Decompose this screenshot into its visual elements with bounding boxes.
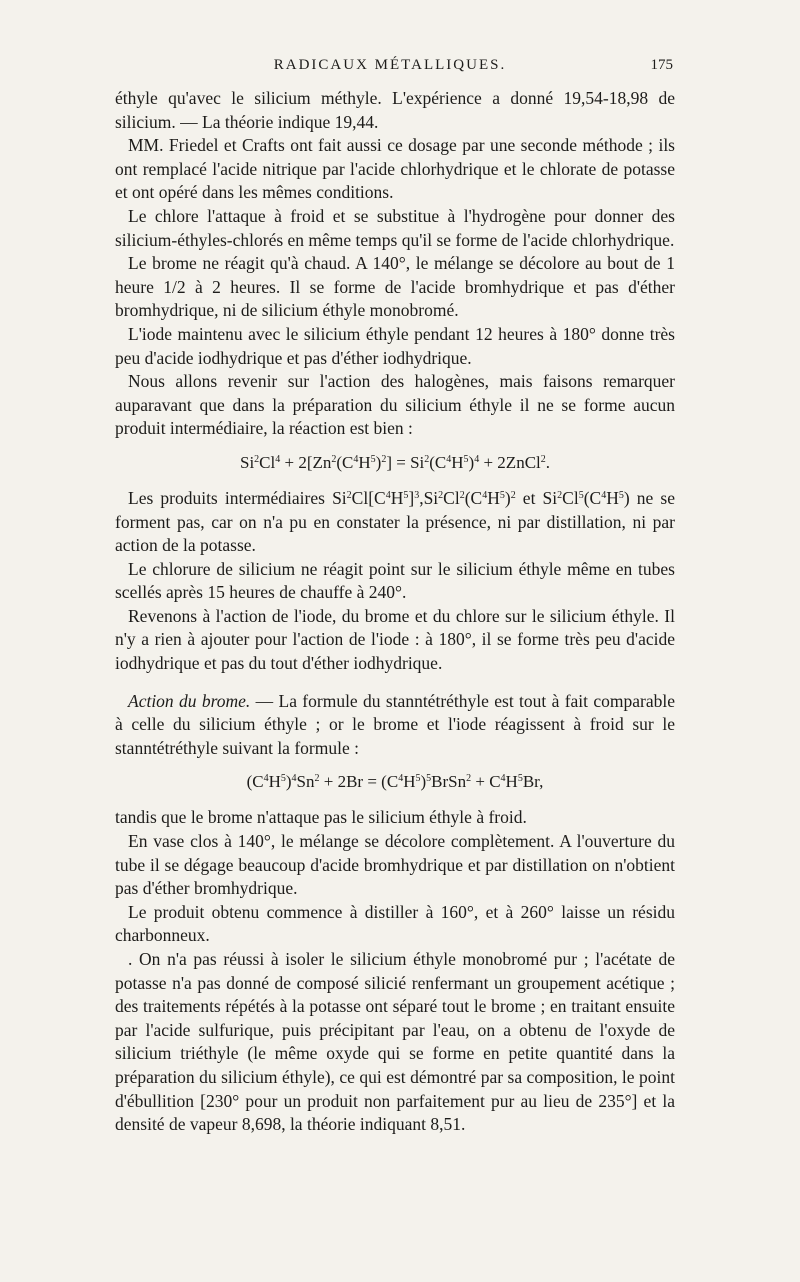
paragraph: Revenons à l'action de l'iode, du brome et du chlore sur le silicium éthyle. Il n'y a rien à ajouter pour l'action de l'iode : à 180°, il se forme très peu d'acide iodhydrique et pas du tout d'éther iodhydrique.	[115, 605, 675, 674]
equation-silicium-ethyle: $Si^2Cl^4 + 2[Zn^2(C^4H^5)^2] = Si^2(C^4H^5)^4$ + 2ZnCl$^2$.	[239, 452, 551, 472]
paragraph-action-du-brome: Action du brome. — La formule du stanntétréthyle est tout à fait comparable à celle du silicium éthyle ; or le brome et l'iode réagissent à froid sur le stanntétréthyle suivant la formule :	[115, 690, 675, 758]
paragraph: Le brome ne réagit qu'à chaud. A 140°, le mélange se décolore au bout de 1 heure 1/2 à 2 heures. Il se forme de l'acide bromhydrique et pas d'éther bromhydrique, ni de silicium éthyle monobromé.	[115, 253, 675, 321]
paragraph: Le produit obtenu commence à distiller à 160°, et à 260° laisse un résidu charbonneux.	[115, 901, 675, 946]
paragraph: tandis que le brome n'attaque pas le silicium éthyle à froid.	[115, 807, 527, 828]
paragraph: . On n'a pas réussi à isoler le silicium éthyle monobromé pur ; l'acétate de potasse n'a pas donné de composé silicié renfermant un groupement acétique ; des traitements répétés à la potasse ont séparé tout le brome ; en traitant ensuite par l'acide sulfurique, puis précipitant par l'eau, on a obtenu de l'oxyde de silicium triéthyle (le même oxyde qui se forme en petite quantité dans la préparation du silicium éthyle), ce qui est démontré par sa composition, le point d'ébullition [230° pour un produit non parfaitement pur au lieu de 235°] et la densité de vapeur 8,698, la théorie indiquant 8,51.	[115, 949, 675, 1135]
running-title: RADICAUX MÉTALLIQUES.	[273, 57, 507, 73]
paragraph: éthyle qu'avec le silicium méthyle. L'expérience a donné 19,54-18,98 de silicium. — La théorie indique 19,44.	[115, 88, 675, 132]
paragraph: MM. Friedel et Crafts ont fait aussi ce dosage par une seconde méthode ; ils ont remplacé l'acide nitrique par l'acide chlorhydrique et le chlorate de potasse et ont opéré dans les mêmes conditions.	[115, 135, 675, 203]
section-gap	[115, 676, 675, 690]
paragraph: En vase clos à 140°, le mélange se décolore complètement. A l'ouverture du tube il se dégage beaucoup d'acide bromhydrique et par distillation on n'obtient pas d'éther bromhydrique.	[115, 831, 675, 899]
body-text	[115, 87, 675, 1137]
paragraph: Nous allons revenir sur l'action des halogènes, mais faisons remarquer auparavant que dans la préparation du silicium éthyle il ne se forme aucun produit intermédiaire, la réaction est bien :	[115, 371, 675, 439]
section-heading: Action du brome.	[128, 690, 251, 711]
paragraph: Le chlorure de silicium ne réagit point sur le silicium éthyle même en tubes scellés après 15 heures de chauffe à 240°.	[115, 558, 675, 603]
paragraph: Le chlore l'attaque à froid et se substitue à l'hydrogène pour donner des silicium-éthyles-chlorés en même temps qu'il se forme de l'acide chlorhydrique.	[115, 205, 675, 250]
page-header	[115, 57, 673, 79]
paragraph: L'iode maintenu avec le silicium éthyle pendant 12 heures à 180° donne très peu d'acide iodhydrique et pas d'éther iodhydrique.	[115, 323, 675, 368]
equation-stanntetrethyle: $(C^4H^5)^4Sn^2 + 2Br$ = $(C^4H^5)^5BrSn^2 + C^4H^5Br$,	[246, 772, 544, 792]
page-number: 175	[650, 57, 673, 73]
paragraph-intermediate-products: Les produits intermédiaires $Si^2Cl[C^4H^5]^3,Si^2Cl^2(C^4H^5)^2$ et $Si^2Cl^5(C^4H^5)$ ne se forment pas, car on n'a pu en constater la présence, ni par distillation, ni par action de la potasse.	[115, 487, 675, 556]
